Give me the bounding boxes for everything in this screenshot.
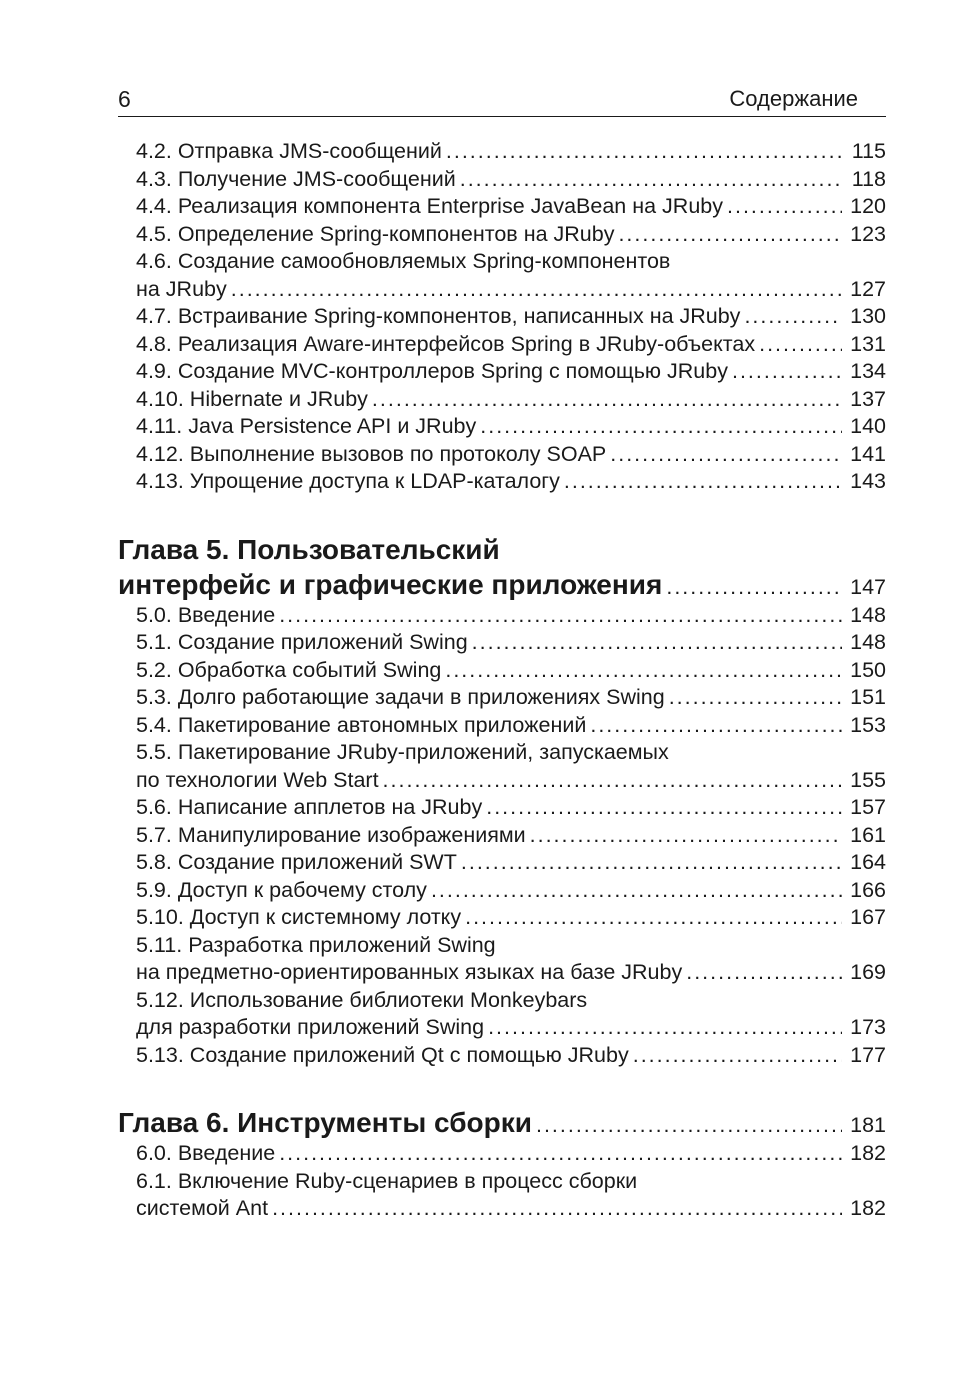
leader-dots: [530, 822, 842, 850]
toc-entry-page: 164: [850, 850, 886, 874]
toc-entry-6-0: [118, 1140, 886, 1168]
toc-entry-title: 5.4. Пакетирование автономных приложений: [136, 712, 587, 737]
toc-entry-title: 4.3. Получение JMS-сообщений: [136, 166, 456, 191]
leader-dots: [465, 904, 842, 932]
toc-entry-4-4: [118, 193, 886, 221]
toc-entry-4-3: [118, 166, 886, 194]
toc-entry-5-12: [118, 987, 886, 1042]
leader-dots: [590, 712, 842, 740]
toc-entry-page: 173: [850, 1015, 886, 1039]
toc-entry-page: 182: [850, 1141, 886, 1165]
toc-entry-page: 134: [850, 359, 886, 383]
leader-dots: [472, 629, 842, 657]
leader-dots: [461, 849, 842, 877]
toc-entry-title: 4.10. Hibernate и JRuby: [136, 386, 368, 411]
toc-entry-5-0: [118, 602, 886, 630]
toc-entry-title-line2: для разработки приложений Swing: [136, 1015, 485, 1039]
toc-entry-4-2: [118, 138, 886, 166]
toc-entry-4-8: [118, 331, 886, 359]
toc-entry-title: 5.1. Создание приложений Swing: [136, 630, 468, 654]
leader-dots: [372, 386, 842, 414]
leader-dots: [445, 657, 842, 685]
toc-entry-title: 4.5. Определение Spring-компонентов на JRuby: [136, 221, 615, 246]
toc-entry-page: 148: [850, 602, 886, 627]
chapter-title-line2: интерфейс и графические приложения: [118, 568, 663, 600]
toc-entry-title-line2: на предметно-ориентированных языках на базе JRuby: [136, 960, 683, 984]
toc-entry-page: 137: [850, 386, 886, 411]
toc-entry-title-line1: 5.5. Пакетирование JRuby-приложений, запускаемых: [136, 740, 669, 764]
toc-entry-page: 141: [850, 441, 886, 466]
toc-entry-page: 155: [850, 767, 886, 792]
toc-entry-title: 5.9. Доступ к рабочему столу: [136, 877, 427, 902]
toc-entry-page: 120: [850, 194, 886, 218]
toc-entry-title: 5.10. Доступ к системному лотку: [136, 905, 462, 929]
toc-entry-page: 166: [850, 877, 886, 902]
toc-entry-page: 127: [850, 276, 886, 301]
toc-entry-5-3: [118, 684, 886, 712]
chapter-title: Глава 6. Инструменты сборки: [118, 1107, 532, 1138]
toc-entry-title: 4.7. Встраивание Spring-компонентов, написанных на JRuby: [136, 304, 741, 328]
chapter-6-heading: [118, 1105, 886, 1140]
toc-entry-5-8: [118, 849, 886, 877]
chapter-page: 147: [850, 574, 886, 599]
toc-entry-title-line2: на JRuby: [136, 276, 227, 301]
toc-entry-title-line1: 5.12. Использование библиотеки Monkeybars: [136, 987, 588, 1012]
toc-entry-page: 130: [850, 304, 886, 328]
table-of-contents: [118, 138, 886, 1223]
leader-dots: [279, 602, 842, 630]
toc-entry-page: 177: [850, 1042, 886, 1067]
toc-entry-5-1: [118, 629, 886, 657]
toc-entry-title: 4.11. Java Persistence API и JRuby: [136, 414, 477, 438]
toc-entry-page: 118: [851, 166, 886, 191]
leader-dots: [480, 413, 842, 441]
toc-entry-page: 115: [851, 139, 886, 163]
toc-entry-title: 5.7. Манипулирование изображениями: [136, 822, 526, 847]
toc-entry-page: 169: [850, 960, 886, 984]
toc-entry-6-1: [118, 1168, 886, 1223]
toc-entry-title: 5.8. Создание приложений SWT: [136, 850, 457, 874]
toc-entry-page: 182: [850, 1196, 886, 1220]
leader-dots: [536, 1112, 842, 1140]
toc-entry-page: 157: [850, 795, 886, 819]
toc-entry-4-11: [118, 413, 886, 441]
leader-dots: [564, 468, 842, 496]
leader-dots: [446, 138, 842, 166]
toc-entry-page: 148: [850, 630, 886, 654]
toc-entry-5-5: [118, 739, 886, 794]
toc-entry-4-9: [118, 358, 886, 386]
toc-entry-4-12: [118, 441, 886, 469]
toc-entry-4-6: [118, 248, 886, 303]
leader-dots: [488, 1014, 842, 1042]
toc-entry-title-line2: по технологии Web Start: [136, 767, 379, 792]
toc-entry-title: 5.2. Обработка событий Swing: [136, 657, 442, 682]
leader-dots: [460, 166, 842, 194]
leader-dots: [431, 877, 842, 905]
leader-dots: [383, 767, 842, 795]
toc-entry-4-5: [118, 221, 886, 249]
toc-entry-5-10: [118, 904, 886, 932]
toc-entry-page: 123: [850, 221, 886, 246]
toc-entry-title-line1: 4.6. Создание самообновляемых Spring-компонентов: [136, 249, 671, 273]
toc-entry-5-7: [118, 822, 886, 850]
leader-dots: [272, 1195, 842, 1223]
toc-entry-page: 131: [850, 331, 886, 356]
leader-dots: [633, 1042, 842, 1070]
toc-entry-title: 5.13. Создание приложений Qt с помощью JRuby: [136, 1042, 629, 1067]
toc-entry-page: 161: [850, 822, 886, 847]
toc-entry-5-11: [118, 932, 886, 987]
leader-dots: [727, 193, 842, 221]
toc-entry-title: 6.0. Введение: [136, 1141, 276, 1165]
toc-entry-page: 167: [850, 905, 886, 929]
leader-dots: [231, 276, 842, 304]
toc-entry-title: 4.12. Выполнение вызовов по протоколу SOAP: [136, 441, 607, 466]
leader-dots: [732, 358, 842, 386]
leader-dots: [279, 1140, 842, 1168]
toc-entry-5-6: [118, 794, 886, 822]
toc-entry-title: 4.13. Упрощение доступа к LDAP-каталогу: [136, 469, 560, 493]
toc-entry-4-10: [118, 386, 886, 414]
toc-entry-title: 4.2. Отправка JMS-сообщений: [136, 139, 442, 163]
leader-dots: [744, 303, 842, 331]
header-divider: [118, 116, 886, 117]
chapter-5-heading: [118, 532, 886, 602]
running-title: Содержание: [729, 86, 858, 111]
toc-entry-page: 143: [850, 469, 886, 493]
toc-entry-4-7: [118, 303, 886, 331]
chapter-page: 181: [850, 1113, 886, 1137]
toc-entry-5-9: [118, 877, 886, 905]
toc-entry-title: 5.0. Введение: [136, 602, 276, 627]
toc-entry-4-13: [118, 468, 886, 496]
toc-entry-5-2: [118, 657, 886, 685]
toc-entry-5-4: [118, 712, 886, 740]
leader-dots: [759, 331, 842, 359]
leader-dots: [666, 574, 842, 602]
toc-entry-title: 4.9. Создание MVC-контроллеров Spring с помощью JRuby: [136, 359, 728, 383]
leader-dots: [486, 794, 842, 822]
leader-dots: [618, 221, 842, 249]
toc-entry-page: 140: [850, 414, 886, 438]
toc-entry-title: 4.4. Реализация компонента Enterprise JavaBean на JRuby: [136, 194, 723, 218]
toc-entry-title: 5.3. Долго работающие задачи в приложениях Swing: [136, 685, 665, 709]
toc-entry-page: 153: [850, 712, 886, 737]
toc-entry-title-line2: системой Ant: [136, 1196, 269, 1220]
toc-entry-5-13: [118, 1042, 886, 1070]
leader-dots: [610, 441, 842, 469]
toc-entry-page: 151: [850, 685, 886, 709]
toc-entry-title-line1: 5.11. Разработка приложений Swing: [136, 932, 496, 957]
chapter-title-line1: Глава 5. Пользовательский: [118, 533, 500, 565]
toc-entry-title: 4.8. Реализация Aware-интерфейсов Spring в JRuby-объектах: [136, 331, 756, 356]
toc-entry-page: 150: [850, 657, 886, 682]
leader-dots: [686, 959, 842, 987]
page-number: 6: [118, 86, 131, 112]
toc-entry-title: 5.6. Написание апплетов на JRuby: [136, 795, 483, 819]
leader-dots: [669, 684, 842, 712]
toc-entry-title-line1: 6.1. Включение Ruby-сценариев в процесс сборки: [136, 1168, 638, 1193]
